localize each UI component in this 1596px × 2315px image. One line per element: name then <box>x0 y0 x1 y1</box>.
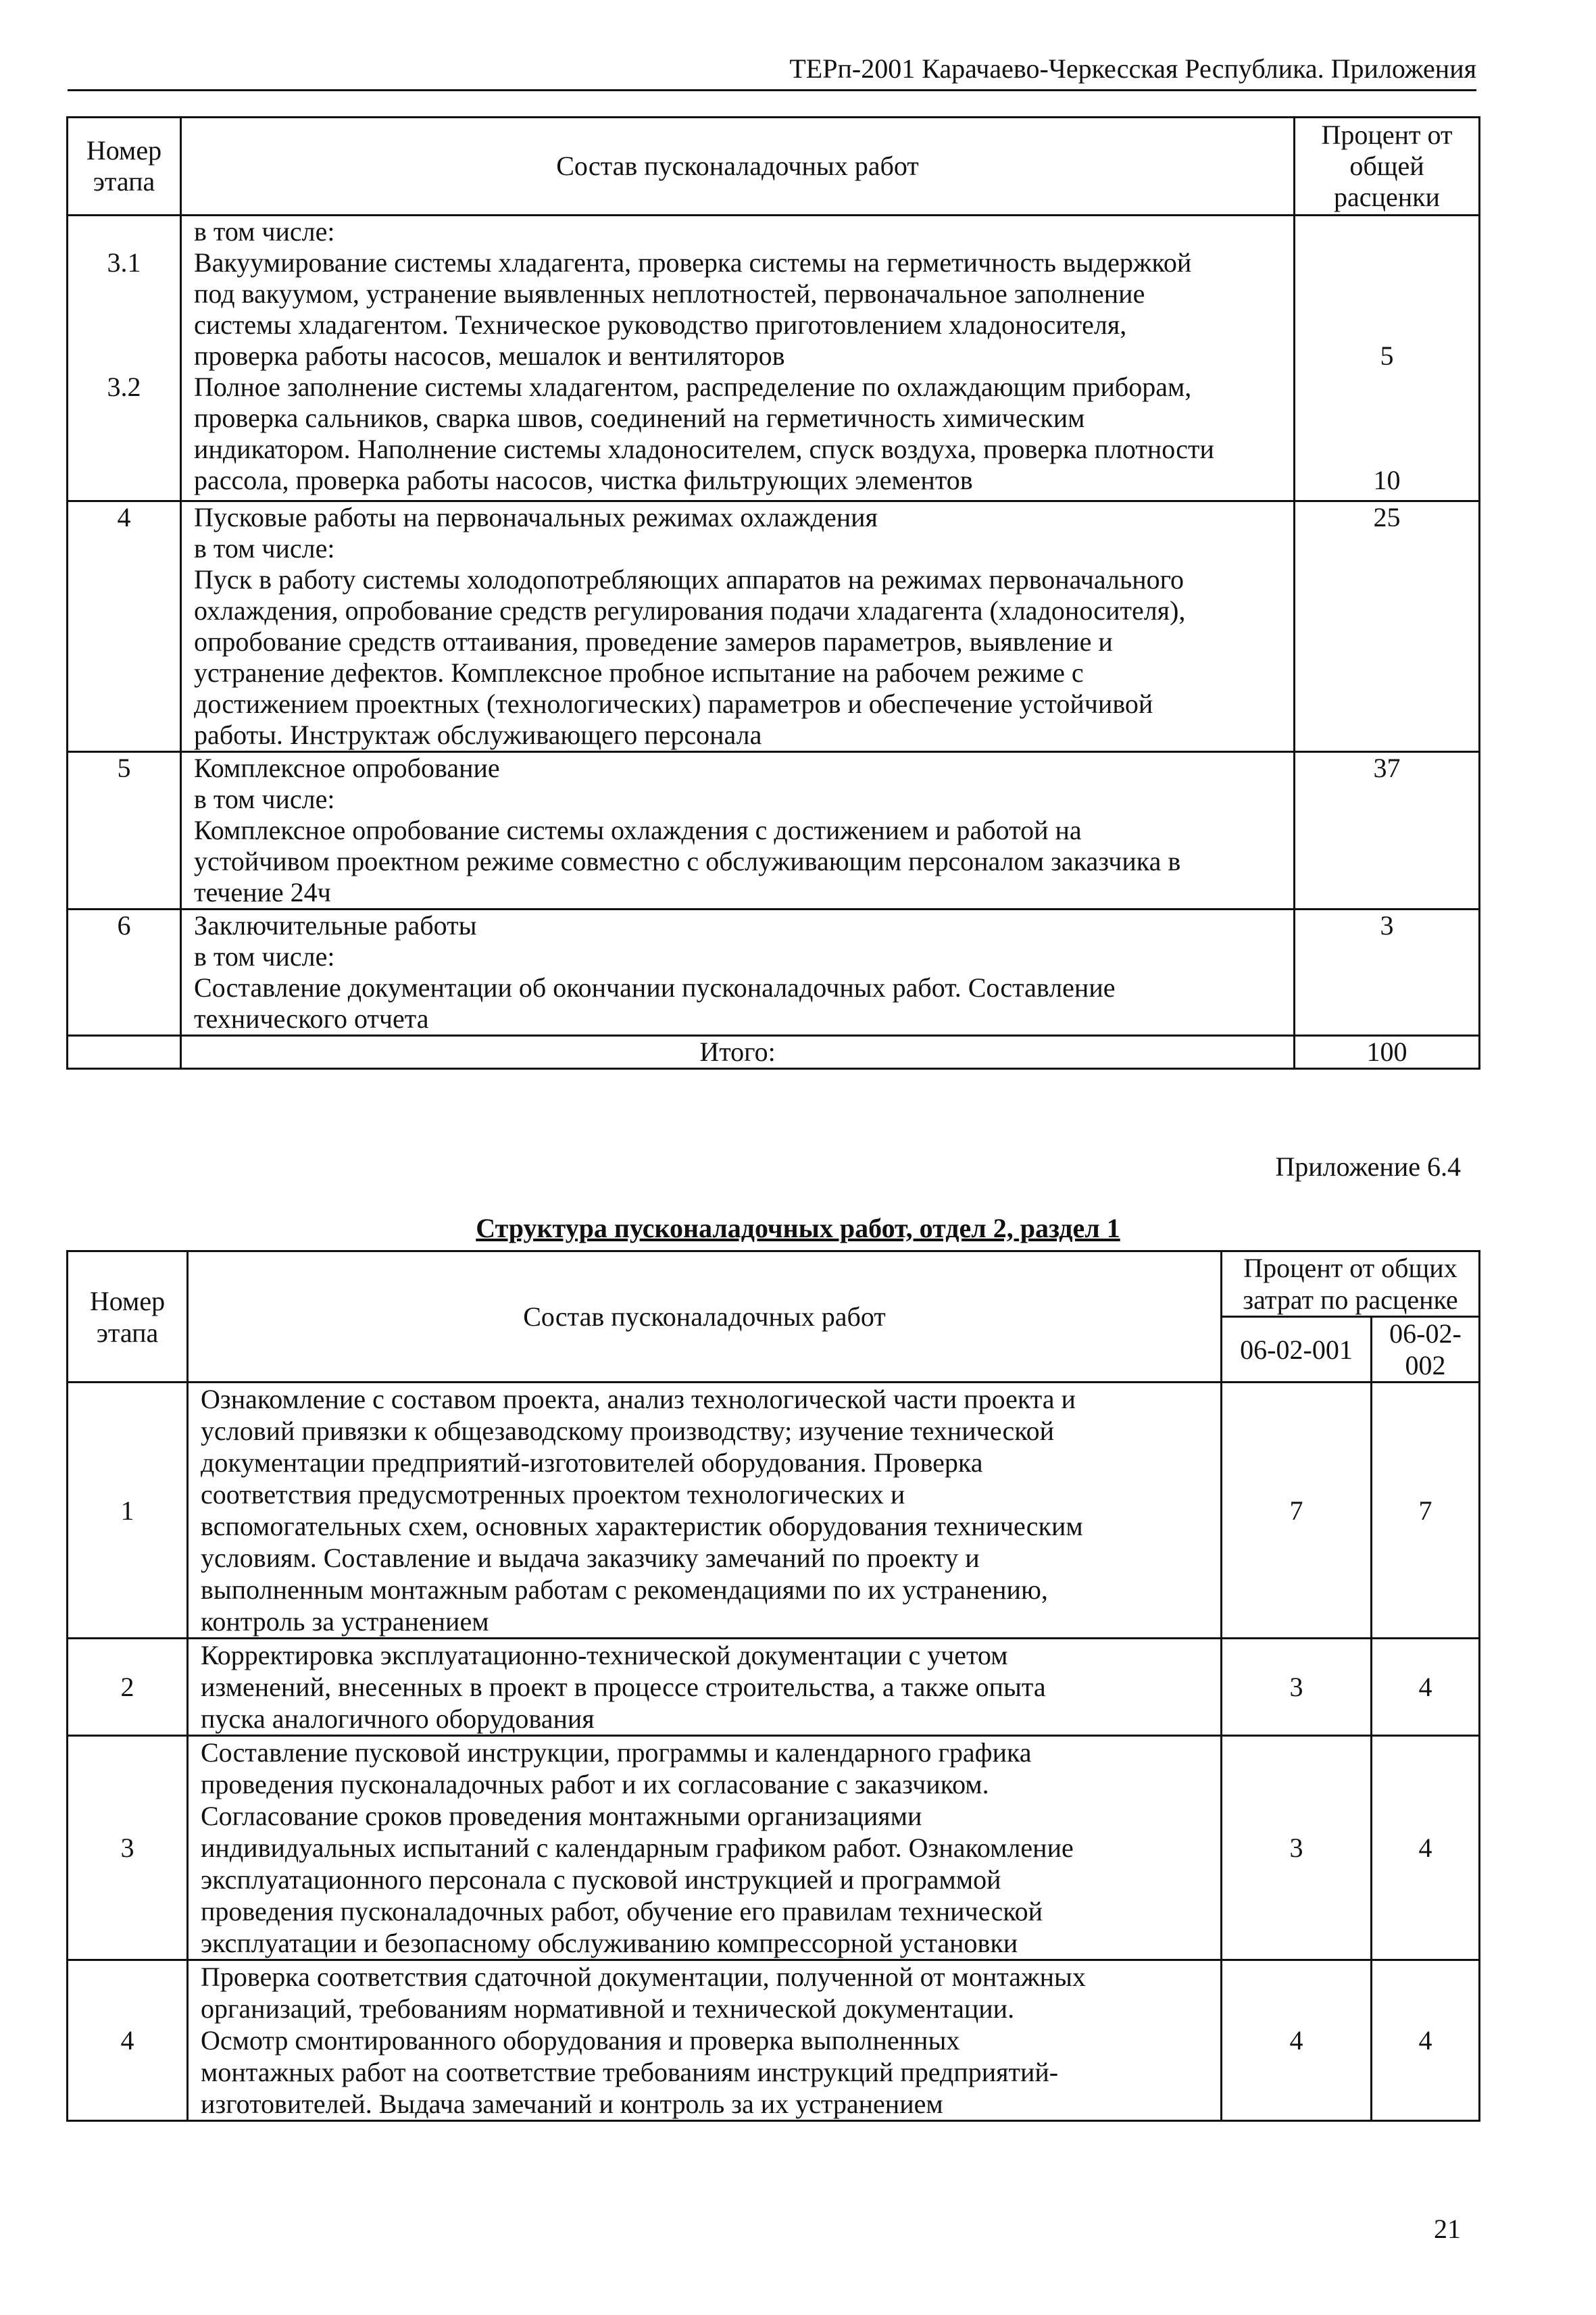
stage-number: 4 <box>68 501 181 752</box>
sub-3-2-line: индикатором. Наполнение системы хладоносителем, спуск воздуха, проверка плотности <box>194 434 1214 464</box>
stage-line: организаций, требованиям нормативной и технической документации. <box>201 1993 1015 2024</box>
stage-line: Согласование сроков проведения монтажными организациями <box>201 1801 922 1831</box>
stage-line: Комплексное опробование системы охлаждения с достижением и работой на <box>194 815 1082 845</box>
table1-row <box>68 910 1480 1036</box>
stage-description <box>181 910 1295 1036</box>
stage-intro: в том числе: <box>194 533 335 564</box>
total-empty-cell <box>68 1036 181 1069</box>
sub-3-2-percent: 10 <box>1373 465 1401 495</box>
table2-col-percent: Процент от общих затрат по расценке <box>1222 1251 1480 1317</box>
stage-line: соответствия предусмотренных проектом технологических и <box>201 1479 905 1510</box>
sub-3-2-number: 3.2 <box>107 372 141 402</box>
stage-line: эксплуатационного персонала с пусковой инструкцией и программой <box>201 1864 1001 1895</box>
stage-title: Пусковые работы на первоначальных режимах охлаждения <box>194 502 878 532</box>
sub-3-1-number: 3.1 <box>107 247 141 278</box>
table1-header-row <box>68 118 1480 216</box>
stage-3-sub-numbers <box>68 216 181 501</box>
sub-intro: в том числе: <box>194 216 335 247</box>
stage-line: технического отчета <box>194 1003 429 1034</box>
stage-description <box>188 1960 1222 2121</box>
percent-06-02-001: 7 <box>1222 1383 1372 1639</box>
stage-line: Осмотр смонтированного оборудования и проверка выполненных <box>201 2025 960 2056</box>
table2-row <box>68 1383 1480 1639</box>
stage-line: эксплуатации и безопасному обслуживанию компрессорной установки <box>201 1928 1018 1958</box>
sub-3-1-line: под вакуумом, устранение выявленных неплотностей, первоначальное заполнение <box>194 278 1145 309</box>
percent-06-02-002: 4 <box>1372 1736 1480 1960</box>
stage-line: Пуск в работу системы холодопотребляющих аппаратов на режимах первоначального <box>194 564 1184 595</box>
stage-line: Ознакомление с составом проекта, анализ технологической части проекта и <box>201 1384 1076 1414</box>
stage-line: пуска аналогичного оборудования <box>201 1703 595 1734</box>
stage-intro: в том числе: <box>194 941 335 972</box>
sub-3-1-line: Вакуумирование системы хладагента, проверка системы на герметичность выдержкой <box>194 247 1192 278</box>
stage-line: индивидуальных испытаний с календарным графиком работ. Ознакомление <box>201 1833 1074 1863</box>
code-06-02-001: 06-02-001 <box>1222 1317 1372 1383</box>
stage-line: изменений, внесенных в проект в процессе строительства, а также опыта <box>201 1672 1046 1702</box>
stage-line: монтажных работ на соответствие требованиям инструкций предприятий- <box>201 2057 1059 2087</box>
stage-line: проведения пусконаладочных работ, обучение его правилам технической <box>201 1896 1043 1926</box>
stage-title: Заключительные работы <box>194 910 477 941</box>
percent-06-02-002: 4 <box>1372 1639 1480 1736</box>
stage-description <box>188 1383 1222 1639</box>
stage-line: условий привязки к общезаводскому производству; изучение технической <box>201 1416 1055 1446</box>
running-header: ТЕРп-2001 Карачаево-Черкесская Республика. Приложения <box>68 53 1476 91</box>
stage-line: документации предприятий-изготовителей оборудования. Проверка <box>201 1447 983 1478</box>
stage-number: 6 <box>68 910 181 1036</box>
table2-row <box>68 1639 1480 1736</box>
table1-row-stage-3-sub <box>68 216 1480 501</box>
stage-line: опробование средств оттаивания, проведение замеров параметров, выявление и <box>194 626 1113 657</box>
stage-line: изготовителей. Выдача замечаний и контроль за их устранением <box>201 2089 943 2119</box>
table2-row <box>68 1736 1480 1960</box>
sub-3-2-line: проверка сальников, сварка швов, соединений на герметичность химическим <box>194 403 1085 433</box>
stage-number: 3 <box>68 1736 188 1960</box>
percent-06-02-002: 4 <box>1372 1960 1480 2121</box>
code-06-02-002: 06-02-002 <box>1372 1317 1480 1383</box>
table2-col-content: Состав пусконаладочных работ <box>188 1251 1222 1383</box>
percent-06-02-001: 3 <box>1222 1736 1372 1960</box>
stage-number: 4 <box>68 1960 188 2121</box>
stage-description <box>188 1736 1222 1960</box>
stage-line: достижением проектных (технологических) параметров и обеспечение устойчивой <box>194 689 1153 719</box>
sub-3-2-line: Полное заполнение системы хладагентом, распределение по охлаждающим приборам, <box>194 372 1192 402</box>
stage-line: охлаждения, опробование средств регулирования подачи хладагента (хладоносителя), <box>194 595 1186 626</box>
table1-total-row <box>68 1036 1480 1069</box>
stages-table-section-1 <box>66 1250 1480 2122</box>
annex-label: Приложение 6.4 <box>1275 1151 1461 1182</box>
stage-line: условиям. Составление и выдача заказчику замечаний по проекту и <box>201 1543 980 1573</box>
table1-col-content: Состав пусконаладочных работ <box>181 118 1295 216</box>
stage-description <box>181 501 1295 752</box>
stage-line: устранение дефектов. Комплексное пробное испытание на рабочем режиме с <box>194 657 1084 688</box>
stage-line: Составление документации об окончании пусконаладочных работ. Составление <box>194 972 1116 1003</box>
stage-line: вспомогательных схем, основных характеристик оборудования техническим <box>201 1511 1083 1541</box>
sub-3-2-line: рассола, проверка работы насосов, чистка фильтрующих элементов <box>194 465 973 495</box>
total-label: Итого: <box>181 1036 1295 1069</box>
percent-06-02-002: 7 <box>1372 1383 1480 1639</box>
stage-intro: в том числе: <box>194 784 335 814</box>
stage-number: 5 <box>68 752 181 910</box>
stage-line: устойчивом проектном режиме совместно с обслуживающим персоналом заказчика в <box>194 846 1181 876</box>
stage-line: контроль за устранением <box>201 1606 489 1637</box>
stage-line: течение 24ч <box>194 877 331 907</box>
stage-percent: 37 <box>1295 752 1480 910</box>
table2-title: Структура пусконаладочных работ, отдел 2, раздел 1 <box>476 1213 1120 1243</box>
total-value: 100 <box>1295 1036 1480 1069</box>
percent-06-02-001: 4 <box>1222 1960 1372 2121</box>
table2-header-row <box>68 1251 1480 1317</box>
table1-row <box>68 501 1480 752</box>
stage-line: работы. Инструктаж обслуживающего персонала <box>194 720 762 750</box>
stage-number: 1 <box>68 1383 188 1639</box>
stages-table-continued <box>66 116 1480 1070</box>
table1-col-percent: Процент от общей расценки <box>1295 118 1480 216</box>
stage-percent: 3 <box>1295 910 1480 1036</box>
table1-col-stage: Номер этапа <box>68 118 181 216</box>
stage-description <box>188 1639 1222 1736</box>
percent-06-02-001: 3 <box>1222 1639 1372 1736</box>
table2-row <box>68 1960 1480 2121</box>
stage-description <box>181 752 1295 910</box>
sub-3-1-percent: 5 <box>1380 341 1394 371</box>
stage-line: Составление пусковой инструкции, программы и календарного графика <box>201 1737 1032 1768</box>
stage-percent: 25 <box>1295 501 1480 752</box>
stage-line: Проверка соответствия сдаточной документации, полученной от монтажных <box>201 1962 1086 1992</box>
stage-3-sub-description <box>181 216 1295 501</box>
stage-line: выполненным монтажным работам с рекомендациями по их устранению, <box>201 1574 1048 1605</box>
table2-col-stage: Номер этапа <box>68 1251 188 1383</box>
page-number: 21 <box>1434 2214 1461 2244</box>
table1-row <box>68 752 1480 910</box>
stage-line: Корректировка эксплуатационно-технической документации с учетом <box>201 1640 1008 1670</box>
sub-3-1-line: проверка работы насосов, мешалок и вентиляторов <box>194 341 785 371</box>
stage-title: Комплексное опробование <box>194 753 500 783</box>
stage-3-sub-percents <box>1295 216 1480 501</box>
stage-line: проведения пусконаладочных работ и их согласование с заказчиком. <box>201 1769 989 1799</box>
sub-3-1-line: системы хладагентом. Техническое руководство приготовлением хладоносителя, <box>194 309 1127 340</box>
stage-number: 2 <box>68 1639 188 1736</box>
